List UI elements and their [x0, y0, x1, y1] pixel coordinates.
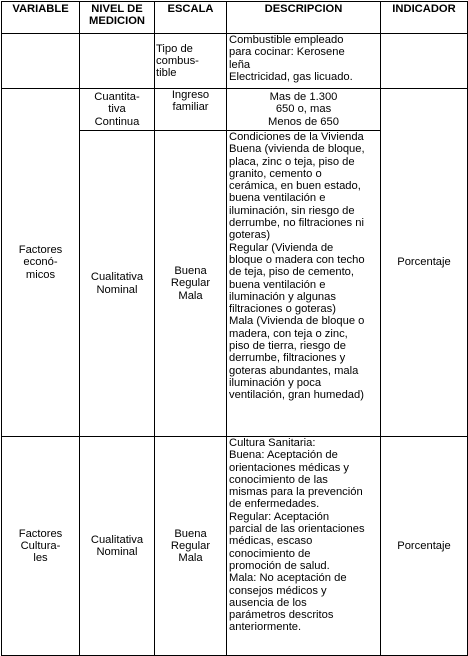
- cell-empty: [381, 34, 468, 89]
- text-line: Electricidad, gas licuado.: [229, 70, 353, 83]
- table-row-ingreso: [2, 89, 468, 131]
- text-line: médicas, escaso: [229, 535, 313, 548]
- text-line: Mala: No aceptación de: [229, 572, 347, 585]
- cell-escala-vivienda: [155, 131, 227, 437]
- text-line: anteriormente.: [229, 621, 302, 634]
- text-line: derrumbe, no filtraciones ni: [229, 217, 364, 230]
- text-line: Regular: [170, 539, 211, 552]
- text-line: consejos médicos y: [229, 584, 327, 597]
- cell-empty: [80, 34, 155, 89]
- cell-escala-ingreso: [155, 89, 227, 131]
- header-indicador: INDICADOR: [381, 2, 468, 34]
- cell-empty: [2, 34, 80, 89]
- text-line: bloque o madera con techo: [229, 253, 365, 266]
- cell-escala-combustible: [155, 34, 227, 89]
- text-line: Buena (vivienda de bloque,: [229, 143, 365, 156]
- text-line: Cualitativa: [90, 271, 144, 284]
- text-line: combus-: [156, 54, 199, 67]
- text-line: Combustible empleado: [229, 34, 344, 46]
- table-row-culturales: [2, 437, 468, 656]
- text-line: Mala: [178, 289, 203, 302]
- text-line: promoción de salud.: [229, 559, 330, 572]
- text-line: cerámica, en buen estado,: [229, 180, 361, 193]
- text-line: Nominal: [96, 283, 138, 296]
- text-line: Buena: [174, 265, 207, 278]
- text-line: micos: [25, 268, 56, 281]
- cell-indicador-economicos: Porcentaje: [381, 89, 468, 437]
- text-line: conocimiento de las: [229, 473, 328, 486]
- text-line: filtraciones o goteras): [229, 303, 336, 316]
- text-line: leña: [229, 58, 251, 71]
- text-line: parámetros descritos: [229, 609, 334, 622]
- cell-escala-culturales: [155, 437, 227, 656]
- text-line: Buena: Aceptación de: [229, 449, 338, 462]
- text-line: familiar: [172, 101, 209, 114]
- text-line: Cultura-: [20, 539, 61, 552]
- cell-descripcion-culturales: [227, 437, 381, 656]
- text-line: de enfermedades.: [229, 498, 320, 511]
- text-line: Nominal: [96, 546, 138, 558]
- text-line: placa, zinc o teja, piso de: [229, 155, 355, 168]
- header-row: [2, 2, 468, 34]
- text-line: Ingreso: [171, 89, 210, 101]
- text-line: Regular: Aceptación: [229, 510, 330, 523]
- text-line: de teja, piso de cemento,: [229, 266, 355, 279]
- cell-descripcion-combustible: [227, 34, 381, 89]
- text-line: econó-: [23, 256, 58, 269]
- cell-indicador-culturales: Porcentaje: [381, 437, 468, 656]
- text-line: les: [33, 552, 48, 565]
- text-line: orientaciones médicas y: [229, 461, 350, 474]
- cell-nivel-vivienda: [80, 131, 155, 437]
- text-line: Regular (Vivienda de: [229, 241, 334, 254]
- text-line: goteras abundantes, mala: [229, 364, 359, 377]
- text-line: Mala (Vivienda de bloque o: [229, 315, 365, 328]
- text-line: mismas para la prevención: [229, 486, 363, 499]
- text-line: buena ventilación e: [229, 192, 326, 205]
- text-line: Factores: [18, 244, 63, 257]
- text-line: iluminación y poca: [229, 376, 322, 389]
- text-line: Mas de 1.300: [269, 91, 338, 104]
- cell-descripcion-ingreso: [227, 89, 381, 131]
- text-line: para cocinar: Kerosene: [229, 46, 345, 59]
- text-line: Menos de 650: [268, 115, 339, 128]
- text-line: iluminación y algunas: [229, 290, 336, 303]
- cell-nivel-ingreso: [80, 89, 155, 131]
- text-line: granito, cemento o: [229, 167, 322, 180]
- text-line: ausencia de los: [229, 596, 307, 609]
- text-line: tiva: [108, 103, 126, 116]
- text-line: Condiciones de la Vivienda: [229, 131, 364, 143]
- text-line: goteras): [229, 229, 271, 242]
- text-line: piso de tierra, riesgo de: [229, 340, 346, 353]
- text-line: Buena: [174, 527, 207, 540]
- text-line: tible: [156, 67, 177, 80]
- text-line: Cuantita-: [94, 91, 140, 104]
- cell-variable-economicos: [2, 89, 80, 437]
- variables-table: [1, 1, 468, 656]
- text-line: Tipo de: [156, 42, 193, 55]
- text-line: buena ventilación e: [229, 278, 326, 291]
- header-descripcion: DESCRIPCION: [227, 2, 381, 34]
- cell-nivel-culturales: [80, 437, 155, 656]
- text-line: Cultura Sanitaria:: [229, 437, 316, 449]
- text-line: Factores: [18, 527, 63, 540]
- header-escala: ESCALA: [155, 2, 227, 34]
- text-line: madera, con teja o zinc,: [229, 327, 348, 340]
- table-row-combustible: [2, 34, 468, 89]
- text-line: conocimiento de: [229, 547, 311, 560]
- text-line: Cualitativa: [90, 533, 144, 546]
- header-nivel-line: NIVEL DE: [91, 3, 143, 15]
- text-line: ventilación, gran humedad): [229, 389, 364, 402]
- text-line: parcial de las orientaciones: [229, 523, 365, 536]
- cell-descripcion-vivienda: [227, 131, 381, 437]
- text-line: 650 o, mas: [275, 103, 332, 116]
- text-line: Regular: [170, 277, 211, 290]
- header-nivel-medicion: [80, 2, 155, 34]
- text-line: Mala: [178, 552, 203, 565]
- text-line: Continua: [94, 115, 140, 128]
- header-nivel-line: MEDICION: [89, 15, 145, 28]
- text-line: iluminación, sin riesgo de: [229, 204, 355, 217]
- text-line: derrumbe, filtraciones y: [229, 352, 346, 365]
- header-variable: VARIABLE: [2, 2, 80, 34]
- cell-variable-culturales: [2, 437, 80, 656]
